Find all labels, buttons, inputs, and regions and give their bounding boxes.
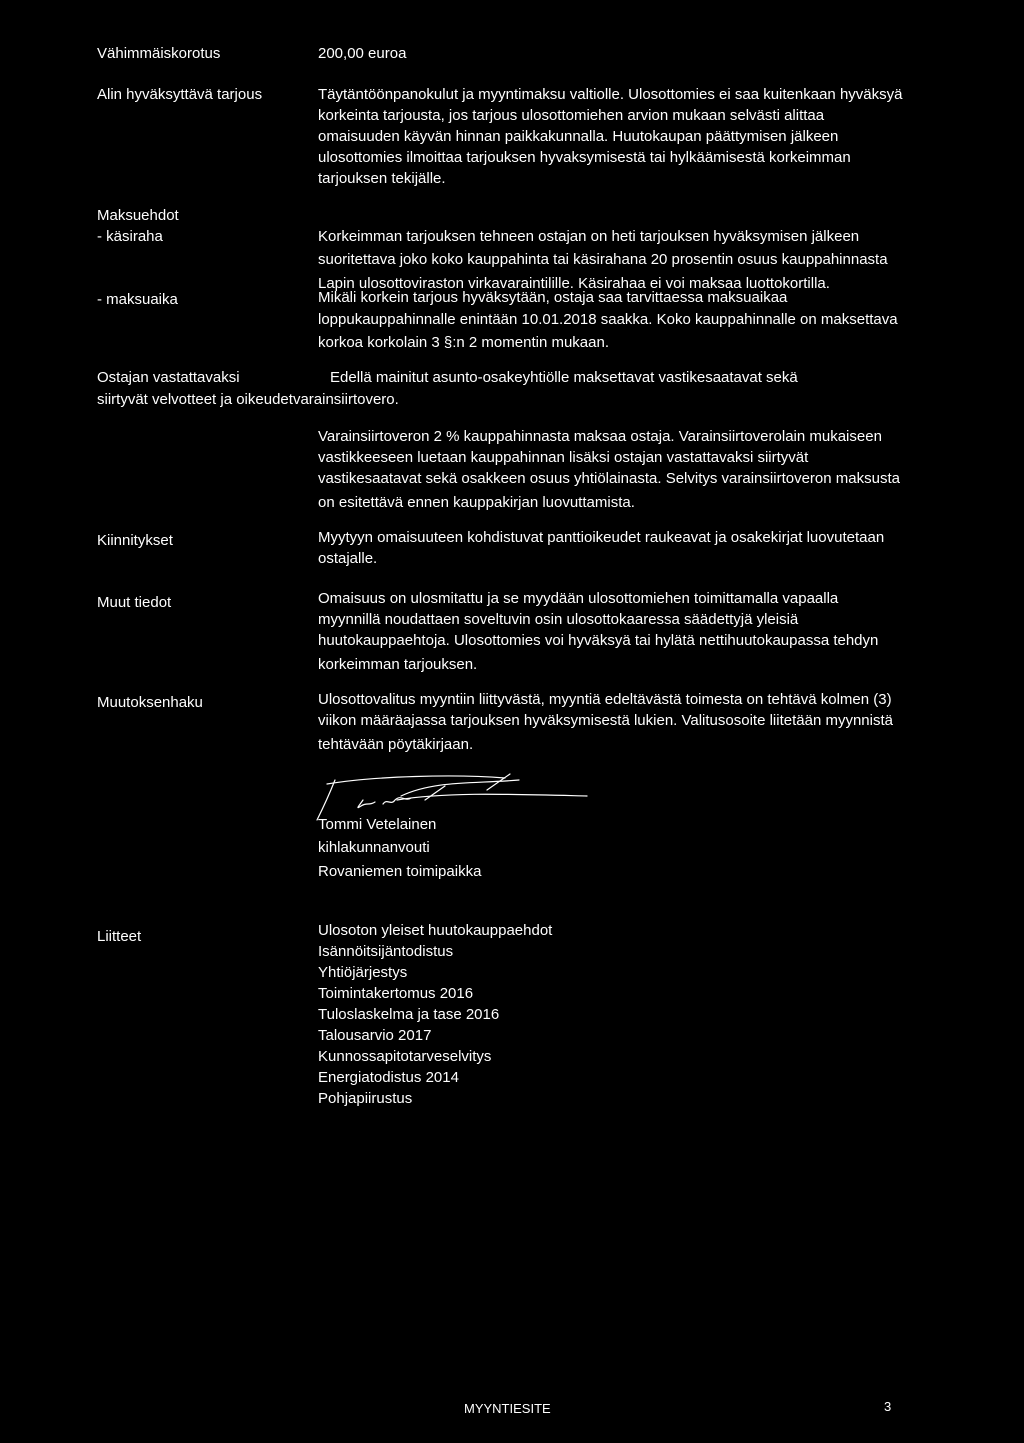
label-muut-tiedot: Muut tiedot <box>97 594 172 611</box>
attachment-item: Isännöitsijäntodistus <box>318 943 454 960</box>
paragraph-line: suoritettava joko koko kauppahinta tai käsirahana 20 prosentin osuus kauppahinnasta <box>318 251 888 268</box>
siirtyvat-velvotteet-label: siirtyvät velvotteet ja oikeudet <box>97 391 293 408</box>
paragraph-line: tarjouksen tekijälle. <box>318 170 446 187</box>
attachment-item: Ulosoton yleiset huutokauppaehdot <box>318 922 553 939</box>
paragraph-line: korkeinta tarjousta, jos tarjous ulosottomiehen arvion mukaan selvästi alittaa <box>318 107 825 124</box>
paragraph-line: Lapin ulosottoviraston virkavaraintilille. Käsirahaa ei voi maksaa luottokortilla. <box>318 275 830 292</box>
label-muutoksenhaku: Muutoksenhaku <box>97 694 203 711</box>
paragraph-line: tehtävään pöytäkirjaan. <box>318 736 474 753</box>
value-vahimmaiskorotus: 200,00 euroa <box>318 45 407 62</box>
paragraph-line: Korkeimman tarjouksen tehneen ostajan on heti tarjouksen hyväksymisen jälkeen <box>318 228 860 245</box>
text-maksuaika <box>318 287 984 353</box>
paragraph-line: ulosottomies ilmoittaa tarjouksen hyvaksymisestä tai hylkäämisestä korkeimman <box>318 149 851 166</box>
attachment-item: Talousarvio 2017 <box>318 1027 432 1044</box>
paragraph-line: vastikesaatavat sekä osakkeen osuus yhtiölainasta. Selvitys varainsiirtoveron maksusta <box>318 470 900 487</box>
paragraph-line: Täytäntöönpanokulut ja myyntimaksu valtiolle. Ulosottomies ei saa kuitenkaan hyväksyä <box>318 86 903 103</box>
text-kasiraha <box>318 226 984 294</box>
signer-office: Rovaniemen toimipaikka <box>318 863 482 880</box>
paragraph-line: Mikäli korkein tarjous hyväksytään, ostaja saa tarvittaessa maksuaikaa <box>318 289 788 306</box>
paragraph-line: omaisuuden käyvän hinnan paikkakunnalla. Huutokaupan päättymisen jälkeen <box>318 128 839 145</box>
text-muut-tiedot <box>318 588 984 675</box>
paragraph-line: Myytyyn omaisuuteen kohdistuvat panttioikeudet raukeavat ja osakekirjat luovutetaan <box>318 529 885 546</box>
label-maksuehdot: Maksuehdot <box>97 207 179 224</box>
paragraph-line: Omaisuus on ulosmitattu ja se myydään ulosottomiehen toimittamalla vapaalla <box>318 590 839 607</box>
paragraph-line: viikon määräajassa tarjouksen hyväksymisestä lukien. Valitusosoite liitetään myynnistä <box>318 712 893 729</box>
label-ostajan-vastattavaksi: Ostajan vastattavaksi <box>97 369 240 386</box>
paragraph-line: myynnillä noudattaen soveltuvin osin ulosottokaaressa säädettyjä yleisiä <box>318 611 799 628</box>
paragraph-line: korkoa korkolain 3 §:n 2 momentin mukaan. <box>318 334 609 351</box>
attachment-item: Tuloslaskelma ja tase 2016 <box>318 1006 500 1023</box>
text-alin-hyvaksyttava-tarjous <box>318 84 984 189</box>
signer-title: kihlakunnanvouti <box>318 839 430 856</box>
footer-title: MYYNTIESITE <box>464 1401 551 1416</box>
text-muutoksenhaku <box>318 689 984 755</box>
text-varainsiirtovero <box>318 426 984 513</box>
attachment-item: Pohjapiirustus <box>318 1090 413 1107</box>
label-kasiraha: - käsiraha <box>97 228 163 245</box>
text-ostajan-vastattavaksi: Edellä mainitut asunto-osakeyhtiölle maksettavat vastikesaatavat sekä <box>330 369 798 386</box>
paragraph-line: Ulosottovalitus myyntiin liittyvästä, myyntiä edeltävästä toimesta on tehtävä kolmen (3) <box>318 691 892 708</box>
paragraph-line: korkeimman tarjouksen. <box>318 656 478 673</box>
attachment-item: Kunnossapitotarveselvitys <box>318 1048 492 1065</box>
label-kiinnitykset: Kiinnitykset <box>97 532 173 549</box>
attachment-item: Toimintakertomus 2016 <box>318 985 474 1002</box>
paragraph-line: Varainsiirtoveron 2 % kauppahinnasta maksaa ostaja. Varainsiirtoverolain mukaiseen <box>318 428 882 445</box>
paragraph-line: on esitettävä ennen kauppakirjan luovuttamista. <box>318 494 635 511</box>
paragraph-line: loppukauppahinnalle enintään 10.01.2018 saakka. Koko kauppahinnalle on maksettava <box>318 311 898 328</box>
label-maksuaika: - maksuaika <box>97 291 178 308</box>
page-number: 3 <box>884 1399 892 1414</box>
attachment-item: Yhtiöjärjestys <box>318 964 408 981</box>
label-siirtyvat-velvotteet <box>97 389 399 410</box>
label-alin-hyvaksyttava-tarjous: Alin hyväksyttävä tarjous <box>97 86 263 103</box>
signer-name: Tommi Vetelainen <box>318 816 437 833</box>
paragraph-line: huutokauppaehtoja. Ulosottomies voi hyväksyä tai hylätä nettihuutokaupassa tehdyn <box>318 632 879 649</box>
attachment-item: Energiatodistus 2014 <box>318 1069 459 1086</box>
paragraph-line: ostajalle. <box>318 550 378 567</box>
label-vahimmaiskorotus: Vähimmäiskorotus <box>97 45 221 62</box>
varainsiirtovero-word: varainsiirtovero. <box>292 391 399 408</box>
label-liitteet: Liitteet <box>97 928 142 945</box>
attachments-list <box>318 920 984 1109</box>
text-kiinnitykset <box>318 527 984 569</box>
paragraph-line: vastikkeeseen luetaan kauppahinnan lisäksi ostajan vastattavaksi siirtyvät <box>318 449 809 466</box>
